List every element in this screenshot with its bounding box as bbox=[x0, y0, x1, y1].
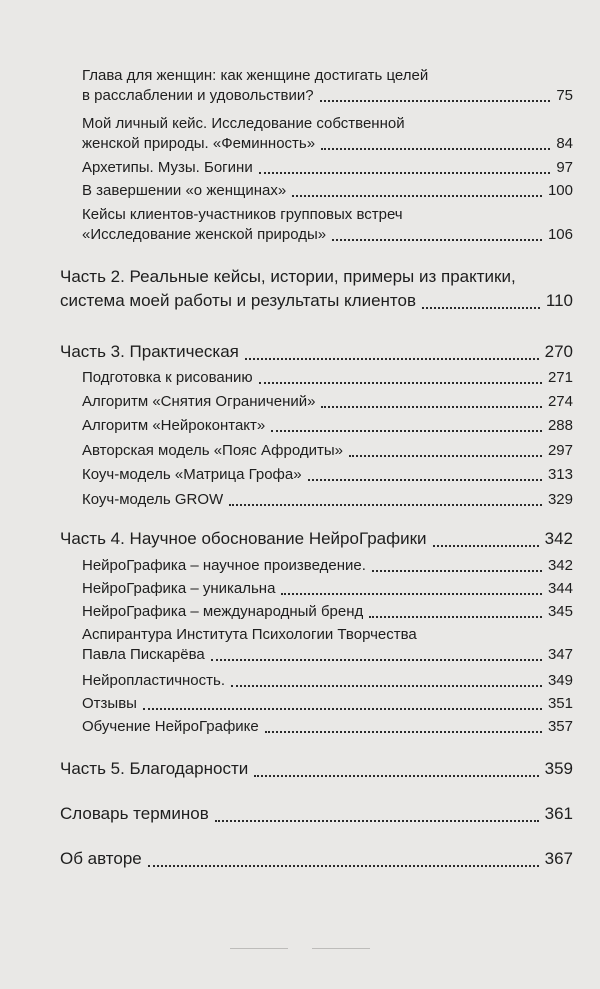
toc-entry-title: Подготовка к рисованию bbox=[82, 369, 253, 386]
leader-dots bbox=[321, 405, 542, 408]
toc-page-number: 357 bbox=[547, 718, 573, 735]
toc-page-number: 110 bbox=[545, 291, 573, 310]
toc-page-number: 100 bbox=[547, 182, 573, 199]
toc-entry-title: Обучение НейроГрафике bbox=[82, 718, 259, 735]
toc-entry-title: Авторская модель «Пояс Афродиты» bbox=[82, 442, 343, 459]
leader-dots bbox=[320, 99, 551, 102]
leader-dots bbox=[245, 357, 539, 360]
toc-entry-title-line: Аспирантура Института Психологии Творчества bbox=[82, 626, 417, 643]
leader-dots bbox=[211, 658, 542, 661]
toc-page-number: 288 bbox=[547, 417, 573, 434]
toc-page-number: 75 bbox=[556, 87, 573, 104]
toc-entry-title: Нейропластичность. bbox=[82, 672, 225, 689]
toc-entry-title-line: Павла Пискарёва bbox=[82, 646, 205, 663]
toc-page-number: 345 bbox=[547, 603, 573, 620]
toc-entry-title: Об авторе bbox=[60, 849, 142, 868]
leader-dots bbox=[271, 429, 542, 432]
bleed-through-rule bbox=[230, 944, 370, 954]
toc-entry-title-line: Глава для женщин: как женщине достигать целей bbox=[82, 67, 429, 84]
toc-page-number: 270 bbox=[544, 342, 573, 361]
toc-page-number: 271 bbox=[547, 369, 573, 386]
leader-dots bbox=[308, 478, 542, 481]
toc-page-number: 313 bbox=[547, 466, 573, 483]
toc-entry bbox=[82, 717, 573, 737]
toc-entry-title: НейроГрафика – уникальна bbox=[82, 580, 276, 597]
toc-page-number: 344 bbox=[547, 580, 573, 597]
leader-dots bbox=[254, 774, 538, 777]
leader-dots bbox=[321, 147, 550, 150]
leader-dots bbox=[332, 238, 542, 241]
toc-entry-title: В завершении «о женщинах» bbox=[82, 182, 287, 199]
toc-page-number: 361 bbox=[544, 804, 573, 823]
toc-entry bbox=[82, 556, 573, 576]
leader-dots bbox=[231, 684, 542, 687]
toc-page-number: 367 bbox=[544, 849, 573, 868]
toc-entry-title: Коуч-модель «Матрица Грофа» bbox=[82, 466, 302, 483]
leader-dots bbox=[259, 381, 542, 384]
toc-entry-title: Часть 5. Благодарности bbox=[60, 759, 249, 778]
leader-dots bbox=[433, 544, 539, 547]
toc-entry-title: Алгоритм «Нейроконтакт» bbox=[82, 417, 266, 434]
toc-entry-title: Часть 4. Научное обоснование НейроГрафики bbox=[60, 529, 427, 548]
toc-part-entry bbox=[60, 265, 573, 313]
toc-entry-title: Отзывы bbox=[82, 695, 137, 712]
toc-part-entry bbox=[60, 802, 573, 826]
leader-dots bbox=[265, 730, 542, 733]
toc-page-number: 106 bbox=[547, 226, 573, 243]
toc-page-number: 347 bbox=[547, 646, 573, 663]
rule-right bbox=[312, 948, 370, 949]
leader-dots bbox=[372, 569, 542, 572]
toc-entry bbox=[82, 158, 573, 178]
toc-entry bbox=[82, 181, 573, 201]
toc-entry-title: Словарь терминов bbox=[60, 804, 209, 823]
toc-part-entry bbox=[60, 340, 573, 364]
toc-entry-title-line: Мой личный кейс. Исследование собственной bbox=[82, 115, 405, 132]
toc-entry bbox=[82, 441, 573, 461]
leader-dots bbox=[422, 306, 540, 309]
toc-entry-title-line: Часть 2. Реальные кейсы, истории, примеры из практики, bbox=[60, 267, 516, 286]
toc-entry bbox=[82, 205, 573, 245]
toc-page-number: 349 bbox=[547, 672, 573, 689]
toc-page-number: 351 bbox=[547, 695, 573, 712]
toc-part-entry bbox=[60, 527, 573, 551]
toc-entry bbox=[82, 465, 573, 485]
toc-page-number: 274 bbox=[547, 393, 573, 410]
leader-dots bbox=[143, 707, 542, 710]
toc-entry-title: НейроГрафика – международный бренд bbox=[82, 603, 364, 620]
toc-page-number: 297 bbox=[547, 442, 573, 459]
leader-dots bbox=[369, 615, 542, 618]
toc-entry bbox=[82, 671, 573, 691]
leader-dots bbox=[281, 592, 542, 595]
toc-entry-title-line: «Исследование женской природы» bbox=[82, 226, 327, 243]
toc-entry-title: НейроГрафика – научное произведение. bbox=[82, 557, 366, 574]
toc-page-number: 84 bbox=[556, 135, 573, 152]
toc-entry bbox=[82, 368, 573, 388]
toc-entry-title: Архетипы. Музы. Богини bbox=[82, 159, 253, 176]
toc-page-number: 342 bbox=[544, 529, 573, 548]
toc-entry bbox=[82, 490, 573, 510]
toc-entry-title-line: система моей работы и результаты клиентов bbox=[60, 291, 416, 310]
toc-entry-title-line: в расслаблении и удовольствии? bbox=[82, 87, 314, 104]
toc-part-entry bbox=[60, 847, 573, 871]
toc-entry-title: Алгоритм «Снятия Ограничений» bbox=[82, 393, 316, 410]
toc-entry bbox=[82, 114, 573, 154]
toc-entry-title: Часть 3. Практическая bbox=[60, 342, 239, 361]
toc-entry-title-line: Кейсы клиентов-участников групповых встреч bbox=[82, 206, 403, 223]
toc-entry bbox=[82, 66, 573, 106]
toc-page-number: 359 bbox=[544, 759, 573, 778]
leader-dots bbox=[215, 819, 539, 822]
toc-entry bbox=[82, 694, 573, 714]
leader-dots bbox=[259, 171, 551, 174]
toc-page-number: 342 bbox=[547, 557, 573, 574]
rule-left bbox=[230, 948, 288, 949]
leader-dots bbox=[229, 503, 542, 506]
toc-entry-title-line: женской природы. «Феминность» bbox=[82, 135, 316, 152]
toc-page-number: 329 bbox=[547, 491, 573, 508]
leader-dots bbox=[292, 194, 542, 197]
toc-entry bbox=[82, 416, 573, 436]
toc-entry bbox=[82, 602, 573, 622]
toc-entry-title: Коуч-модель GROW bbox=[82, 491, 224, 508]
toc-entry bbox=[82, 579, 573, 599]
toc-entry bbox=[82, 625, 573, 665]
toc-entry bbox=[82, 392, 573, 412]
toc-part-entry bbox=[60, 757, 573, 781]
leader-dots bbox=[349, 454, 542, 457]
leader-dots bbox=[148, 864, 539, 867]
toc-page-number: 97 bbox=[556, 159, 573, 176]
